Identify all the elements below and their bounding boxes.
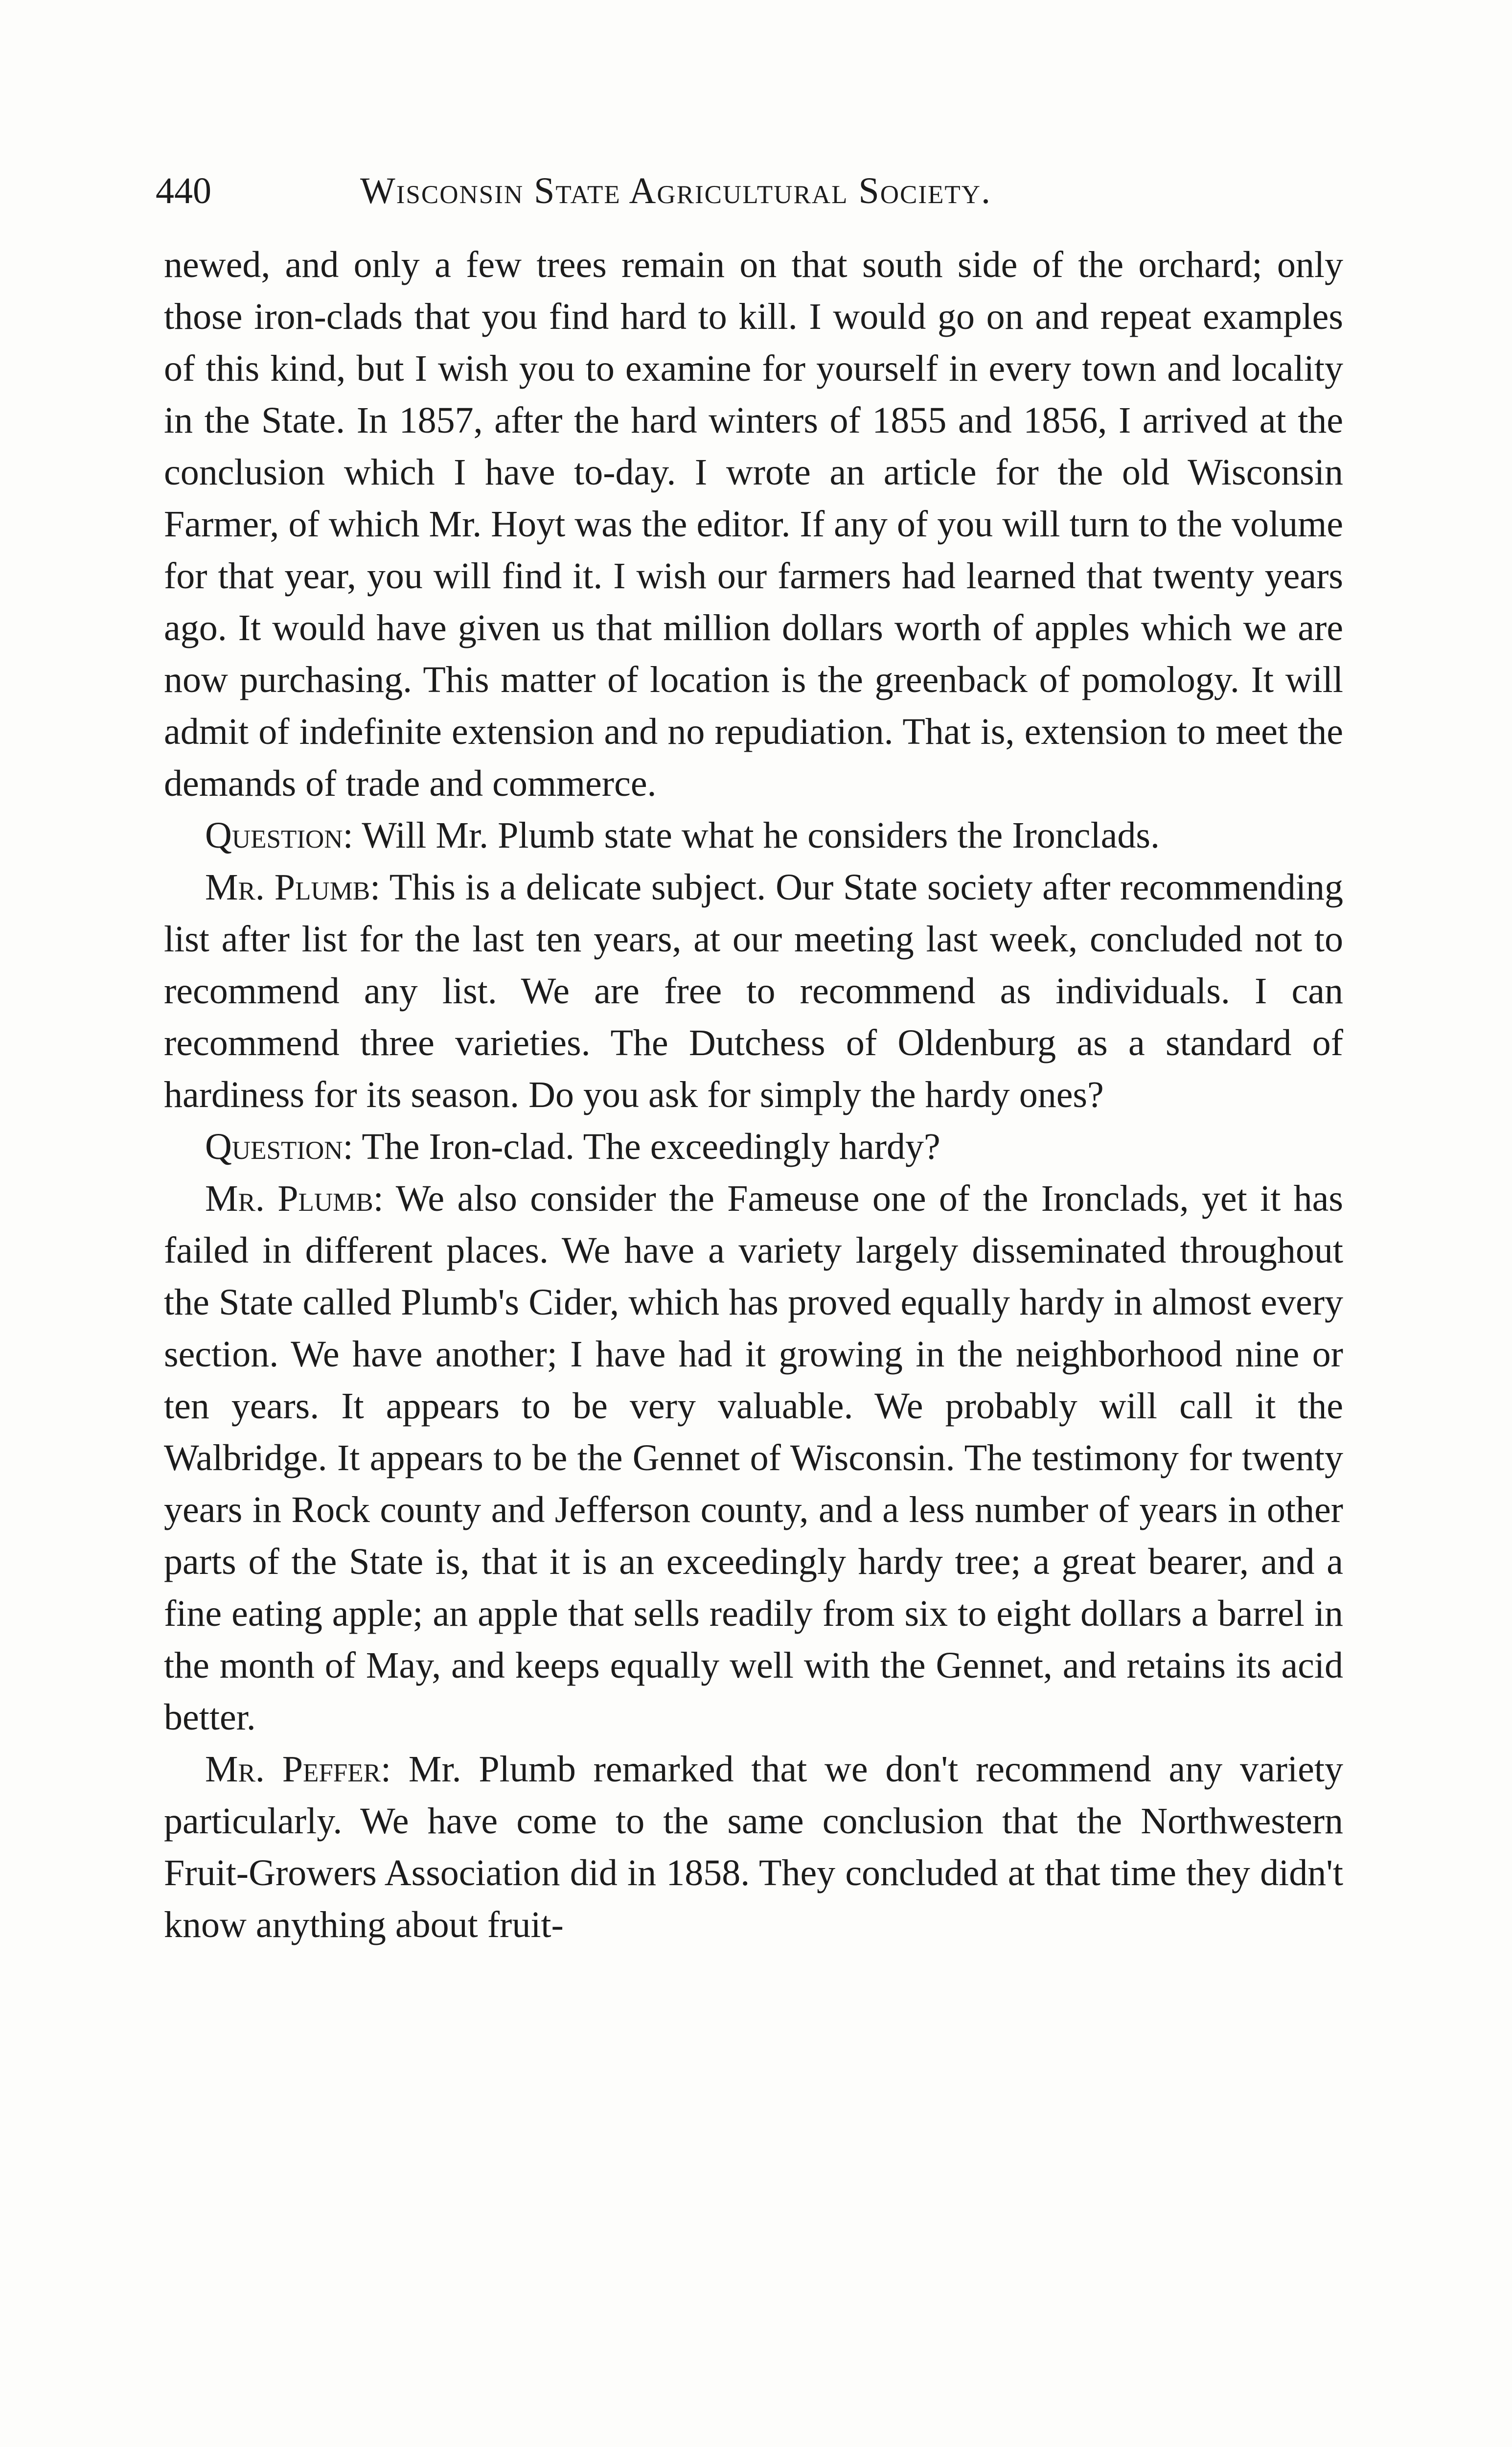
paragraph-plumb-answer	[164, 861, 1343, 1121]
paragraph-plumb-answer	[164, 1173, 1343, 1743]
paragraph-text: This is a delicate subject. Our State society after recommending list after list for the last ten years, at our meeting last week, concluded not to recommend any list. We are free to recommend as individuals. I can recommend three varieties. The Dutchess of Oldenburg as a standard of hardiness for its season. Do you ask for simply the hardy ones?	[164, 867, 1344, 1115]
paragraph-text: We also consider the Fameuse one of the Ironclads, yet it has failed in different places. We have a variety largely disseminated throughout the State called Plumb's Cider, which has proved equally hardy in almost every section. We have another; I have had it growing in the neighborhood nine or ten years. It appears to be very valuable. We probably will call it the Walbridge. It appears to be the Gennet of Wisconsin. The testimony for twenty years in Rock county and Jefferson county, and a less number of years in other parts of the State is, that it is an exceedingly hardy tree; a great bearer, and a fine eating apple; an apple that sells readily from six to eight dollars a barrel in the month of May, and keeps equally well with the Gennet, and retains its acid better.	[164, 1178, 1343, 1738]
paragraph-continuation	[164, 239, 1343, 809]
speaker-label: Question:	[205, 1126, 353, 1167]
speaker-label: Question:	[205, 815, 353, 856]
body-text	[164, 239, 1343, 1951]
paragraph-text: newed, and only a few trees remain on that south side of the orchard; only those iron-clads that you find hard to kill. I would go on and repeat examples of this kind, but I wish you to examine for yourself in every town and locality in the State. In 1857, after the hard winters of 1855 and 1856, I arrived at the conclusion which I have to-day. I wrote an article for the old Wisconsin Farmer, of which Mr. Hoyt was the editor. If any of you will turn to the volume for that year, you will find it. I wish our farmers had learned that twenty years ago. It would have given us that million dollars worth of apples which we are now purchasing. This matter of location is the greenback of pomology. It will admit of indefinite extension and no repudiation. That is, extension to meet the demands of trade and commerce.	[164, 244, 1343, 804]
paragraph-text: The Iron-clad. The exceedingly hardy?	[362, 1126, 940, 1167]
speaker-label: Mr. Peffer:	[205, 1749, 391, 1790]
speaker-label: Mr. Plumb:	[205, 867, 381, 908]
page-header	[156, 164, 1340, 218]
paragraph-peffer-remark	[164, 1743, 1343, 1951]
running-head: Wisconsin State Agricultural Society.	[360, 170, 992, 211]
paragraph-text: Will Mr. Plumb state what he considers the Ironclads.	[362, 815, 1160, 856]
speaker-label: Mr. Plumb:	[205, 1178, 384, 1219]
paragraph-question	[164, 809, 1343, 861]
paragraph-text: Mr. Plumb remarked that we don't recommend any variety particularly. We have come to the same conclusion that the Northwestern Fruit-Growers Association did in 1858. They concluded at that time they didn't know anything about fruit-	[164, 1749, 1343, 1945]
page-number: 440	[156, 170, 211, 211]
paragraph-question	[164, 1121, 1343, 1173]
